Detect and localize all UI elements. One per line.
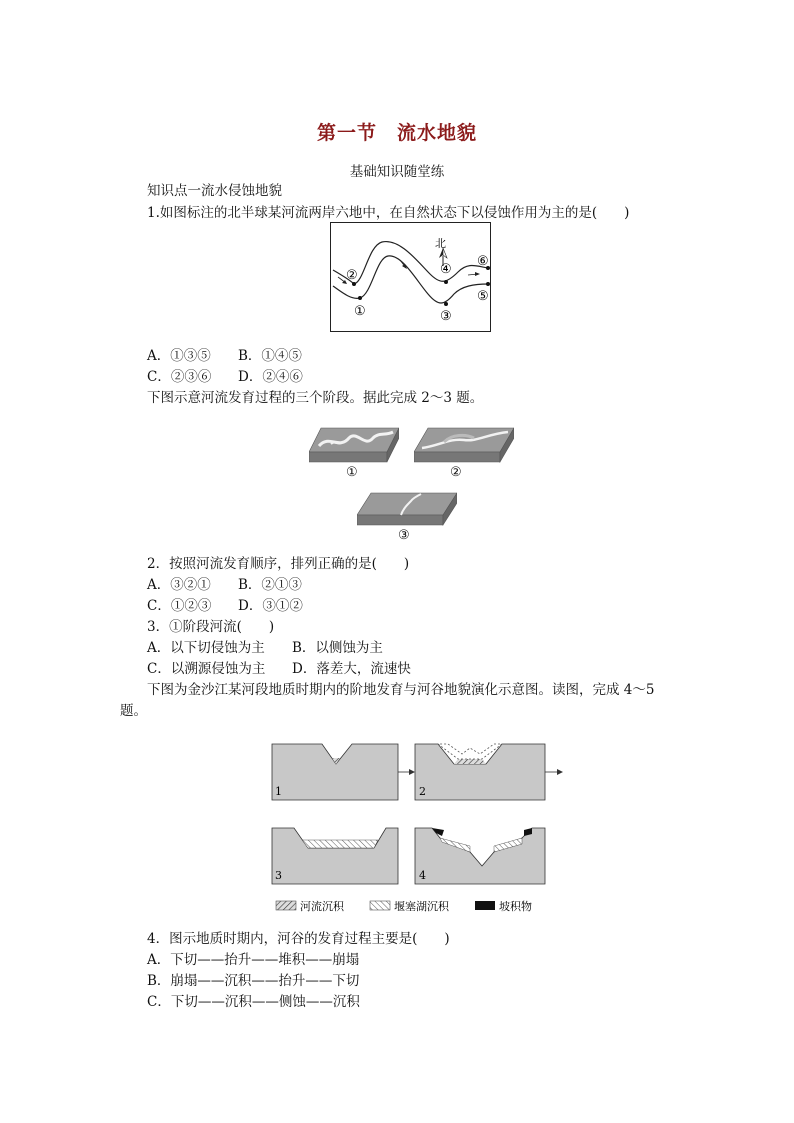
intro-q2-q3: 下图示意河流发育过程的三个阶段。据此完成 2～3 题。 bbox=[147, 390, 484, 406]
point-label-6: ⑥ bbox=[477, 254, 489, 269]
q4-option-c: C．下切——沉积——侧蚀——沉积 bbox=[147, 994, 360, 1010]
legend-swatch-lake bbox=[370, 901, 390, 910]
q3-option-d: D．落差大，流速快 bbox=[292, 661, 411, 677]
point-label-3: ③ bbox=[440, 309, 452, 324]
river-stage-diagram-3 bbox=[357, 491, 457, 529]
q3-option-a: A．以下切侵蚀为主 bbox=[147, 640, 265, 656]
q1-option-d: D．②④⑥ bbox=[238, 369, 303, 385]
q1-option-b: B．①④⑤ bbox=[238, 348, 302, 364]
question-3-stem: 3．①阶段河流( ) bbox=[147, 619, 275, 635]
stage-label-2: ② bbox=[450, 465, 462, 480]
question-1-stem: 1.如图标注的北半球某河流两岸六地中，在自然状态下以侵蚀作用为主的是( ) bbox=[147, 205, 630, 221]
legend-swatch-slope bbox=[475, 901, 495, 910]
intro-q4-q5-line1: 下图为金沙江某河段地质时期内的阶地发育与河谷地貌演化示意图。读图，完成 4～5 bbox=[147, 682, 655, 698]
stage-label-3: ③ bbox=[398, 528, 410, 543]
question-2-stem: 2．按照河流发育顺序，排列正确的是( ) bbox=[147, 556, 410, 572]
q3-option-c: C．以溯源侵蚀为主 bbox=[147, 661, 266, 677]
point-label-5: ⑤ bbox=[477, 289, 489, 304]
valley-evolution-figure bbox=[268, 738, 568, 918]
q1-option-c: C．②③⑥ bbox=[147, 369, 212, 385]
valley-panel-2 bbox=[415, 744, 545, 800]
legend-slope-label: 坡积物 bbox=[499, 900, 532, 913]
legend-lake-label: 堰塞湖沉积 bbox=[394, 900, 449, 913]
river-stage-diagram-2 bbox=[414, 424, 514, 466]
panel-label-4: 4 bbox=[419, 869, 426, 882]
legend-river-label: 河流沉积 bbox=[300, 900, 344, 913]
q2-option-d: D．③①② bbox=[238, 598, 303, 614]
q3-option-b: B．以侧蚀为主 bbox=[292, 640, 383, 656]
intro-q4-q5-line2: 题。 bbox=[120, 703, 147, 719]
river-meander-figure bbox=[330, 222, 491, 332]
panel-label-3: 3 bbox=[275, 869, 282, 882]
q2-option-b: B．②①③ bbox=[238, 577, 302, 593]
valley-panel-1 bbox=[272, 744, 398, 800]
point-label-1: ① bbox=[354, 304, 366, 319]
q2-option-c: C．①②③ bbox=[147, 598, 212, 614]
legend-swatch-river bbox=[276, 901, 296, 910]
section-heading: 知识点一流水侵蚀地貌 bbox=[147, 183, 282, 199]
panel-label-1: 1 bbox=[275, 785, 282, 798]
page-title: 第一节 流水地貌 bbox=[316, 122, 477, 144]
stage-label-1: ① bbox=[346, 465, 358, 480]
point-label-2: ② bbox=[346, 268, 358, 283]
valley-panel-3 bbox=[272, 828, 398, 884]
q4-option-b: B．崩塌——沉积——抬升——下切 bbox=[147, 973, 360, 989]
q2-option-a: A．③②① bbox=[147, 577, 211, 593]
q4-option-a: A．下切——抬升——堆积——崩塌 bbox=[147, 952, 360, 968]
q1-option-a: A．①③⑤ bbox=[147, 348, 211, 364]
valley-panel-4 bbox=[415, 828, 545, 884]
point-label-4-visible: ④ bbox=[440, 262, 452, 277]
legend bbox=[276, 899, 532, 913]
north-label: 北 bbox=[435, 237, 446, 250]
page-subtitle: 基础知识随堂练 bbox=[349, 164, 445, 180]
panel-label-2: 2 bbox=[419, 785, 426, 798]
question-4-stem: 4．图示地质时期内，河谷的发育过程主要是( ) bbox=[147, 931, 450, 947]
river-stage-diagram-1 bbox=[309, 424, 399, 466]
